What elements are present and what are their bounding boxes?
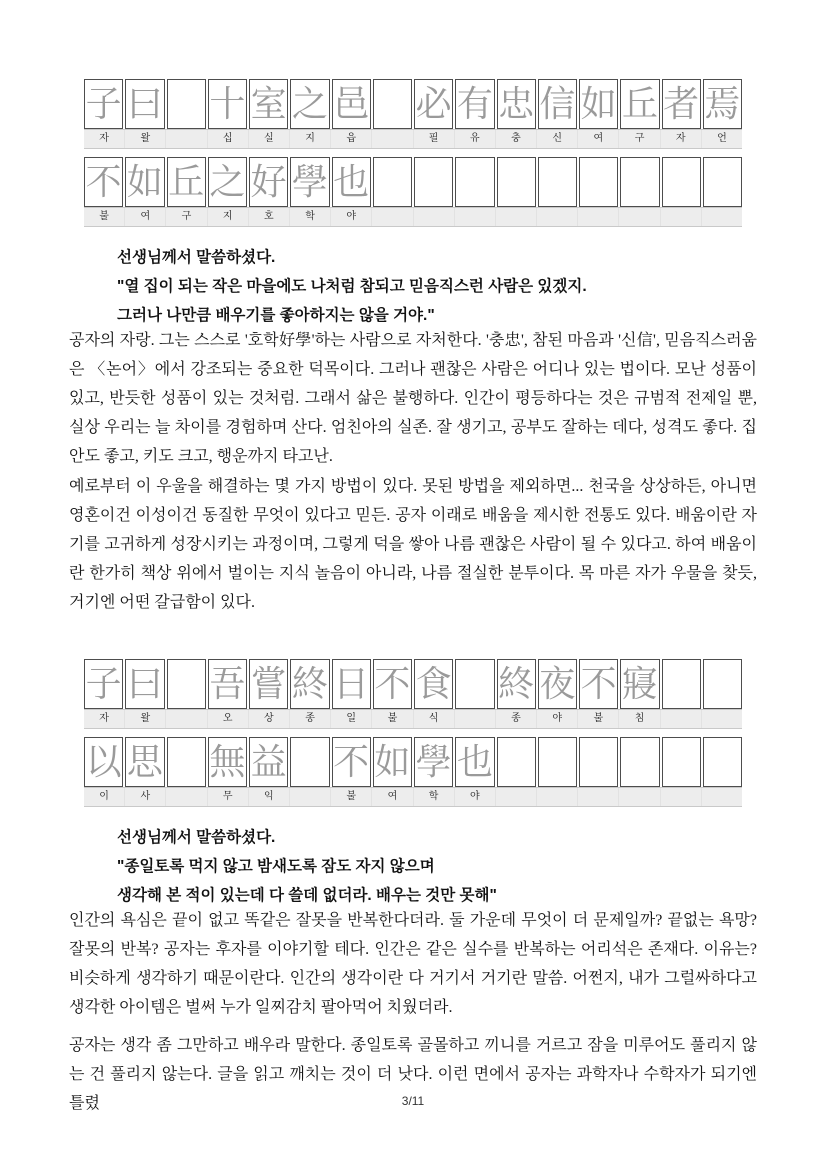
pronunciation-cell: 신 <box>537 130 578 148</box>
hanja-cell: 日 <box>332 659 371 709</box>
hanja-cell: 忠 <box>497 79 536 129</box>
hanja-cell <box>167 79 206 129</box>
pronunciation-cell: 불 <box>578 710 619 728</box>
pronunciation-cell <box>619 788 660 806</box>
pronunciation-cell <box>537 208 578 226</box>
pronunciation-cell: 왈 <box>125 710 166 728</box>
hanja-cell: 如 <box>579 79 618 129</box>
hanja-cell <box>373 79 412 129</box>
pronunciation-cell: 이 <box>84 788 125 806</box>
body-paragraph-3: 인간의 욕심은 끝이 없고 똑같은 잘못을 반복한다더라. 둘 가운데 무엇이 더 문제일까? 끝없는 욕망? 잘못의 반복? 공자는 후자를 이야기할 테다. 인간은 같은 실수를 반복하는 어리석은 존재다. 이유는? 비슷하게 생각하기 때문이란다. 인간의 생각이란 다 거기서 거기란 말씀. 어쩐지, 내가 그럴싸하다고 생각한 아이템은 벌써 누가 일찌감치 팔아먹어 치웠더라. <box>69 912 757 1016</box>
hanja-row <box>84 157 742 207</box>
pronunciation-cell <box>166 710 207 728</box>
hanja-cell: 以 <box>84 737 123 787</box>
hanja-cell: 十 <box>208 79 247 129</box>
hanja-cell: 終 <box>497 659 536 709</box>
pronunciation-cell: 지 <box>290 130 331 148</box>
hanja-cell: 子 <box>84 659 123 709</box>
pronunciation-cell <box>619 208 660 226</box>
body-paragraph-1: 공자의 자랑. 그는 스스로 '호학好學'하는 사람으로 자처한다. '충忠', 참된 마음과 '신信', 믿음직스러움은 〈논어〉에서 강조되는 중요한 덕목이다. 그러나 괜찮은 사람은 어디나 있는 법이다. 모난 성품이 있고, 반듯한 성품이 있는 것처럼. 그래서 삶은 불행하다. 인간이 평등하다는 것은 규범적 전제일 뿐, 실상 우리는 늘 차이를 경험하며 산다. 엄친아의 실존. 잘 생기고, 공부도 잘하는 데다, 성격도 좋다. 집안도 좋고, 키도 크고, 행운까지 타고난. <box>69 332 757 465</box>
pronunciation-cell: 익 <box>249 788 290 806</box>
hanja-cell: 曰 <box>125 659 164 709</box>
pronunciation-cell: 언 <box>717 133 727 144</box>
pronunciation-cell <box>702 710 742 728</box>
pronunciation-cell: 자 <box>661 130 702 148</box>
hanja-practice-table-1 <box>84 79 742 227</box>
quote-line: 그러나 나만큼 배우기를 좋아하지는 않을 거야." <box>117 307 435 324</box>
hanja-cell <box>290 737 329 787</box>
pronunciation-cell: 십 <box>208 130 249 148</box>
pronunciation-cell <box>702 788 742 806</box>
quote-line: 생각해 본 적이 있는데 다 쓸데 없더라. 배우는 것만 못해" <box>117 887 497 904</box>
hanja-cell: 益 <box>249 737 288 787</box>
hanja-cell <box>703 157 742 207</box>
hanja-cell <box>662 157 701 207</box>
hanja-cell: 如 <box>373 737 412 787</box>
hanja-cell: 學 <box>290 157 329 207</box>
pronunciation-cell: 야 <box>331 208 372 226</box>
pronunciation-cell: 학 <box>414 788 455 806</box>
pronunciation-cell <box>414 208 455 226</box>
pronunciation-cell: 야 <box>537 710 578 728</box>
hanja-cell: 曰 <box>125 79 164 129</box>
hanja-cell: 夜 <box>538 659 577 709</box>
pronunciation-row <box>84 207 742 227</box>
pronunciation-cell <box>455 710 496 728</box>
hanja-cell: 好 <box>249 157 288 207</box>
pronunciation-cell: 불 <box>84 208 125 226</box>
pronunciation-cell: 필 <box>414 130 455 148</box>
hanja-cell: 信 <box>538 79 577 129</box>
hanja-cell <box>455 157 494 207</box>
quote-block-2 <box>117 823 757 910</box>
pronunciation-cell <box>537 788 578 806</box>
pronunciation-cell: 일 <box>331 710 372 728</box>
pronunciation-cell: 오 <box>208 710 249 728</box>
hanja-cell: 無 <box>208 737 247 787</box>
hanja-cell: 不 <box>579 659 618 709</box>
pronunciation-cell: 학 <box>290 208 331 226</box>
pronunciation-row <box>84 709 742 729</box>
pronunciation-cell <box>166 130 207 148</box>
pronunciation-cell: 여 <box>578 130 619 148</box>
hanja-cell <box>620 157 659 207</box>
pronunciation-cell <box>455 208 496 226</box>
hanja-cell <box>538 157 577 207</box>
pronunciation-cell: 왈 <box>125 130 166 148</box>
hanja-cell: 不 <box>332 737 371 787</box>
pronunciation-cell: 지 <box>208 208 249 226</box>
hanja-cell <box>167 737 206 787</box>
hanja-cell <box>414 157 453 207</box>
pronunciation-cell: 유 <box>455 130 496 148</box>
pronunciation-cell <box>578 788 619 806</box>
hanja-cell: 思 <box>125 737 164 787</box>
hanja-row <box>84 737 742 787</box>
pronunciation-row <box>84 129 742 149</box>
hanja-cell: 丘 <box>167 157 206 207</box>
page-number: 3/11 <box>401 1094 425 1108</box>
hanja-cell <box>497 157 536 207</box>
hanja-cell: 也 <box>332 157 371 207</box>
hanja-cell <box>497 737 536 787</box>
hanja-cell: 食 <box>414 659 453 709</box>
pronunciation-cell: 읍 <box>331 130 372 148</box>
pronunciation-cell: 불 <box>372 710 413 728</box>
hanja-cell: 吾 <box>208 659 247 709</box>
pronunciation-cell: 무 <box>208 788 249 806</box>
quote-intro-line: 선생님께서 말씀하셨다. <box>117 829 276 846</box>
pronunciation-cell: 구 <box>166 208 207 226</box>
hanja-cell: 嘗 <box>249 659 288 709</box>
pronunciation-cell: 식 <box>414 710 455 728</box>
hanja-cell <box>579 737 618 787</box>
pronunciation-cell: 호 <box>249 208 290 226</box>
pronunciation-cell: 사 <box>125 788 166 806</box>
hanja-row <box>84 79 742 129</box>
hanja-cell: 有 <box>455 79 494 129</box>
pronunciation-cell: 여 <box>125 208 166 226</box>
pronunciation-cell: 구 <box>619 130 660 148</box>
pronunciation-cell: 자 <box>84 130 125 148</box>
pronunciation-cell: 종 <box>496 710 537 728</box>
hanja-cell: 之 <box>208 157 247 207</box>
hanja-cell: 子 <box>84 79 123 129</box>
pronunciation-cell <box>661 208 702 226</box>
hanja-cell <box>538 737 577 787</box>
pronunciation-cell: 침 <box>619 710 660 728</box>
hanja-cell: 終 <box>290 659 329 709</box>
body-paragraph-4: 공자는 생각 좀 그만하고 배우라 말한다. 종일토록 골몰하고 끼니를 거르고 잠을 미루어도 풀리지 않는 건 풀리지 않는다. 글을 읽고 깨치는 것이 더 낫다. 이런 면에서 공자는 과학자나 수학자가 되기엔 틀렸 <box>69 1037 757 1112</box>
hanja-cell: 之 <box>290 79 329 129</box>
hanja-cell: 室 <box>249 79 288 129</box>
body-paragraph-2: 예로부터 이 우울을 해결하는 몇 가지 방법이 있다. 못된 방법을 제외하면... 천국을 상상하든, 아니면 영혼이건 이성이건 동질한 무엇이 있다고 믿든. 공자 이래로 배움을 제시한 전통도 있다. 배움이란 자기를 고귀하게 성장시키는 과정이며, 그렇게 덕을 쌓아 나름 괜찮은 사람이 될 수 있다고. 하여 배움이란 한가히 책상 위에서 벌이는 지식 놀음이 아니라, 나름 절실한 분투이다. 목 마른 자가 우물을 찾듯, 거기엔 어떤 갈급함이 있다. <box>69 478 757 611</box>
pronunciation-cell: 불 <box>331 788 372 806</box>
hanja-cell <box>455 659 494 709</box>
quote-block-1 <box>117 243 757 330</box>
pronunciation-cell: 자 <box>84 710 125 728</box>
quote-line: "열 집이 되는 작은 마을에도 나처럼 참되고 믿음직스런 사람은 있겠지. <box>117 278 587 295</box>
pronunciation-cell <box>496 208 537 226</box>
hanja-cell: 不 <box>84 157 123 207</box>
pronunciation-row <box>84 787 742 807</box>
hanja-cell <box>662 737 701 787</box>
hanja-cell <box>579 157 618 207</box>
pronunciation-cell: 실 <box>249 130 290 148</box>
hanja-cell: 必 <box>414 79 453 129</box>
hanja-practice-table-2 <box>84 659 742 807</box>
hanja-cell <box>703 737 742 787</box>
hanja-cell: 也 <box>455 737 494 787</box>
hanja-cell: 邑 <box>332 79 371 129</box>
quote-intro-line: 선생님께서 말씀하셨다. <box>117 249 276 266</box>
hanja-cell <box>620 737 659 787</box>
hanja-cell <box>703 659 742 709</box>
pronunciation-cell: 충 <box>496 130 537 148</box>
hanja-row <box>84 659 742 709</box>
pronunciation-cell <box>661 788 702 806</box>
pronunciation-cell: 야 <box>455 788 496 806</box>
pronunciation-cell <box>166 788 207 806</box>
pronunciation-cell <box>702 208 742 226</box>
pronunciation-cell <box>496 788 537 806</box>
quote-line: "종일토록 먹지 않고 밤새도록 잠도 자지 않으며 <box>117 858 435 875</box>
pronunciation-cell: 종 <box>290 710 331 728</box>
hanja-cell <box>373 157 412 207</box>
hanja-cell: 焉 <box>703 79 742 129</box>
pronunciation-cell <box>372 208 413 226</box>
hanja-cell: 者 <box>662 79 701 129</box>
pronunciation-cell <box>290 788 331 806</box>
pronunciation-cell: 상 <box>249 710 290 728</box>
hanja-cell <box>167 659 206 709</box>
hanja-cell <box>662 659 701 709</box>
hanja-cell: 學 <box>414 737 453 787</box>
hanja-cell: 如 <box>125 157 164 207</box>
hanja-cell: 丘 <box>620 79 659 129</box>
hanja-cell: 寢 <box>620 659 659 709</box>
pronunciation-cell <box>578 208 619 226</box>
hanja-cell: 不 <box>373 659 412 709</box>
pronunciation-cell <box>661 710 702 728</box>
pronunciation-cell: 여 <box>372 788 413 806</box>
pronunciation-cell <box>372 130 413 148</box>
